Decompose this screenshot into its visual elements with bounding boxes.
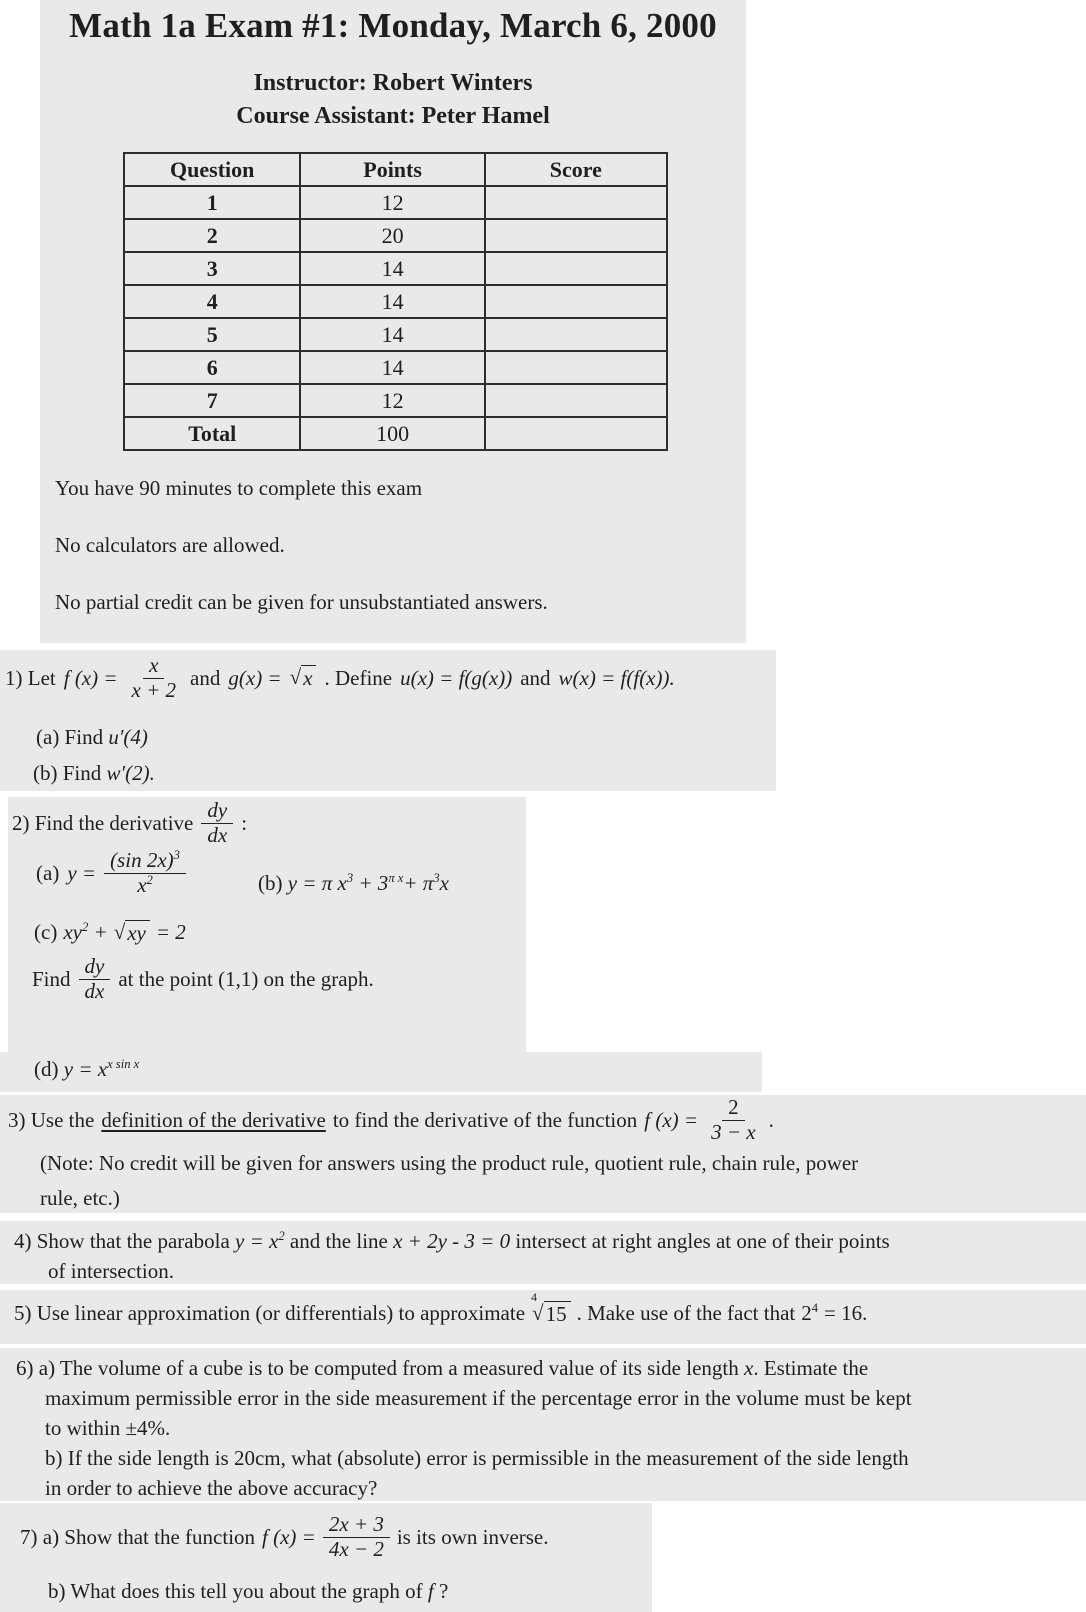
- p4-text2: and the line: [289, 1229, 388, 1253]
- p2a-num-exponent: 3: [173, 848, 180, 862]
- p4-line-equation: x + 2y - 3 = 0: [393, 1229, 511, 1253]
- p6-line4: b) If the side length is 20cm, what (absolute) error is permissible in the measurement of the side length: [45, 1446, 909, 1470]
- p5-power-fact: [801, 1300, 818, 1326]
- problem-4-section: [0, 1221, 1086, 1284]
- p3-fraction: [705, 1096, 762, 1144]
- table-row: [124, 384, 667, 417]
- score-cell: [485, 417, 667, 450]
- question-cell: 4: [124, 285, 300, 318]
- p1-f-lhs: f (x) =: [63, 665, 118, 690]
- instructor-line: Instructor: Robert Winters: [253, 70, 533, 96]
- p1-and2: and: [520, 665, 551, 690]
- score-cell: [485, 318, 667, 351]
- p4-line1: [14, 1228, 890, 1254]
- p6-line3: to within ±4%.: [45, 1416, 171, 1440]
- points-cell: 12: [300, 186, 484, 219]
- p5-power-base: 2: [801, 1301, 812, 1325]
- p5-text3: = 16.: [824, 1301, 868, 1325]
- p2b-term1: y = π x: [287, 871, 347, 895]
- question-cell: 3: [124, 252, 300, 285]
- p2-lead: 2) Find the derivative: [12, 810, 194, 835]
- table-row: [124, 417, 667, 450]
- points-cell: 20: [300, 219, 484, 252]
- points-cell: 14: [300, 351, 484, 384]
- points-cell: 14: [300, 318, 484, 351]
- p2-dydx-fraction: [201, 799, 233, 847]
- p1-g-lhs: g(x) =: [228, 665, 282, 690]
- score-table: [123, 152, 668, 451]
- question-cell: 2: [124, 219, 300, 252]
- p2d-exponent: x sin x: [107, 1057, 140, 1071]
- problem-5-section: [0, 1290, 1086, 1344]
- p2c-plus: +: [93, 920, 108, 944]
- p7-question-mark: ?: [438, 1579, 449, 1603]
- p2c-terms: [63, 919, 107, 945]
- p2-find-dy: dy: [79, 955, 111, 980]
- p3-fraction-denominator: 3 − x: [711, 1119, 756, 1144]
- note-time-limit: You have 90 minutes to complete this exam: [55, 476, 423, 500]
- problem-2d-strip: [0, 1052, 762, 1092]
- p2b-term4: x: [439, 871, 449, 895]
- p2-find-tail: at the point (1,1) on the graph.: [118, 966, 374, 991]
- table-row: [124, 285, 667, 318]
- problem-2-find-line: [32, 955, 374, 1003]
- problem-2d: [34, 1056, 139, 1082]
- p1a-math: u′(4): [108, 725, 148, 749]
- problem-2-section: [8, 797, 526, 1060]
- p1-fraction: [126, 654, 183, 702]
- problem-2a: [36, 849, 186, 897]
- p6-line1-text: 6) a) The volume of a cube is to be computed from a measured value of its side length: [16, 1356, 739, 1380]
- p1-and: and: [190, 665, 221, 690]
- p4-parabola-equation: [235, 1229, 285, 1253]
- course-assistant-line: Course Assistant: Peter Hamel: [236, 103, 550, 129]
- p2b-expression: [288, 871, 449, 895]
- score-column-header: Score: [485, 153, 667, 186]
- problem-6-section: [0, 1348, 1086, 1501]
- problem-7-section: [0, 1503, 652, 1612]
- problem-1b: [33, 760, 155, 786]
- points-cell: 12: [300, 384, 484, 417]
- question-cell: 7: [124, 384, 300, 417]
- p5-fourth-root: 4 √ 15: [531, 1301, 571, 1326]
- note-no-partial-credit: No partial credit can be given for unsubstantiated answers.: [55, 590, 548, 614]
- question-cell: Total: [124, 417, 300, 450]
- p6-variable-x: x: [743, 1356, 754, 1380]
- p2-find-dx: dx: [84, 978, 105, 1003]
- score-cell: [485, 219, 667, 252]
- p7-line2: [48, 1578, 448, 1604]
- p3-f-lhs: f (x) =: [644, 1107, 699, 1132]
- p4-line2: of intersection.: [48, 1259, 174, 1283]
- p2d-base: y = x: [63, 1057, 108, 1081]
- p1-radicand: x: [301, 665, 316, 690]
- radical-sign-icon: √: [289, 665, 302, 690]
- p2-dy: dy: [201, 799, 233, 824]
- p2a-den-exponent: 2: [146, 872, 153, 887]
- p2b-term2: + 3: [358, 871, 389, 895]
- p2c-equals: = 2: [155, 920, 186, 944]
- p2c-square-root: [114, 920, 150, 945]
- radical-sign-icon: √: [113, 919, 126, 944]
- p5-line: [0, 1290, 1086, 1326]
- p4-m1-exponent: 2: [278, 1229, 285, 1243]
- p4-m1: y = x: [235, 1229, 279, 1253]
- p2a-label: (a): [36, 860, 60, 885]
- score-cell: [485, 384, 667, 417]
- p7-text2: is its own inverse.: [396, 1524, 549, 1549]
- radical-sign-icon: √: [532, 1300, 544, 1325]
- question-cell: 6: [124, 351, 300, 384]
- p6-line5: in order to achieve the above accuracy?: [45, 1476, 378, 1500]
- p2d-expression: [64, 1057, 140, 1081]
- table-row: [124, 219, 667, 252]
- p7-variable-f: f: [427, 1579, 434, 1603]
- p3-note-line1: (Note: No credit will be given for answers using the product rule, quotient rule, chain rule, power: [40, 1151, 859, 1175]
- p1-w-definition: w(x) = f(f(x)).: [558, 665, 675, 690]
- p6-line1-tail: . Estimate the: [753, 1356, 869, 1380]
- p2c-term1: xy: [63, 920, 82, 944]
- p3-period: .: [768, 1107, 774, 1132]
- table-row: [124, 318, 667, 351]
- p2b-exp1: 3: [346, 871, 354, 885]
- p2a-den-base: x: [137, 872, 147, 897]
- p2c-exponent: 2: [81, 920, 89, 934]
- table-row: [124, 186, 667, 219]
- p2-find-lead: Find: [32, 966, 71, 991]
- problem-1-section: [0, 650, 776, 791]
- problem-1-statement: [0, 650, 776, 702]
- header-section: [40, 0, 746, 643]
- p1-define-text: . Define: [324, 665, 393, 690]
- p7-text1: 7) a) Show that the function: [20, 1524, 256, 1549]
- p1b-label: (b) Find: [33, 761, 102, 785]
- p5-radicand: 15: [544, 1301, 571, 1326]
- question-column-header: Question: [124, 153, 300, 186]
- p2b-exp3: 3: [433, 871, 440, 885]
- p7-fraction-numerator: 2x + 3: [323, 1513, 390, 1538]
- p1-fraction-denominator: x + 2: [131, 677, 177, 702]
- p2a-num-base: (sin 2x): [110, 848, 174, 872]
- problem-2-statement: [8, 797, 526, 847]
- p5-text1: 5) Use linear approximation (or differentials) to approximate: [14, 1301, 526, 1325]
- points-cell: 100: [300, 417, 484, 450]
- p2a-fraction: [104, 849, 186, 897]
- problem-3-section: [0, 1095, 1086, 1213]
- p2c-radicand: xy: [125, 920, 150, 945]
- problem-2b: [258, 870, 449, 896]
- p3-mid: to find the derivative of the function: [332, 1107, 638, 1132]
- problem-2c: [34, 919, 186, 945]
- p1-lead: 1) Let: [5, 665, 56, 690]
- p6-line2: maximum permissible error in the side measurement if the percentage error in the volume must be kept: [45, 1386, 912, 1410]
- p2-dx: dx: [207, 822, 228, 847]
- problem-1a: [36, 724, 148, 750]
- p1-fraction-numerator: x: [143, 654, 164, 679]
- p2-find-fraction: [79, 955, 111, 1003]
- p7-line1: [0, 1503, 652, 1561]
- p7-fraction: [323, 1513, 390, 1561]
- note-no-calculators: No calculators are allowed.: [55, 533, 285, 557]
- score-cell: [485, 285, 667, 318]
- p6-line1: [16, 1355, 868, 1381]
- p2a-fraction-numerator: [104, 849, 186, 874]
- table-row: [124, 351, 667, 384]
- p3-note-line2: rule, etc.): [40, 1186, 120, 1210]
- p5-text2: . Make use of the fact that: [576, 1301, 796, 1325]
- problem-3-statement: [0, 1095, 1086, 1144]
- score-table-header-row: [124, 153, 667, 186]
- points-cell: 14: [300, 252, 484, 285]
- p5-power-exponent: 4: [811, 1301, 819, 1315]
- p7-f-lhs: f (x) =: [262, 1524, 316, 1549]
- points-cell: 14: [300, 285, 484, 318]
- p1-square-root: [290, 665, 317, 690]
- question-cell: 1: [124, 186, 300, 219]
- p2-colon: :: [241, 810, 248, 835]
- score-cell: [485, 252, 667, 285]
- p2b-term3: + π: [403, 871, 434, 895]
- p1b-math: w′(2).: [106, 761, 155, 785]
- p7-fraction-denominator: 4x − 2: [328, 1536, 384, 1561]
- p1a-label: (a) Find: [36, 725, 104, 749]
- p2a-lhs: y =: [67, 860, 97, 885]
- p7-line2-text: b) What does this tell you about the graph of: [48, 1579, 423, 1603]
- question-cell: 5: [124, 318, 300, 351]
- p2d-label: (d): [34, 1057, 59, 1081]
- table-row: [124, 252, 667, 285]
- score-cell: [485, 186, 667, 219]
- p2b-label: (b): [258, 871, 283, 895]
- score-cell: [485, 351, 667, 384]
- p4-text3: intersect at right angles at one of their points: [515, 1229, 890, 1253]
- p3-fraction-numerator: 2: [722, 1096, 745, 1121]
- p2a-fraction-denominator: [131, 874, 159, 898]
- p2c-label: (c): [34, 920, 58, 944]
- p3-lead: 3) Use the: [8, 1107, 95, 1132]
- p3-underlined-phrase: definition of the derivative: [101, 1107, 326, 1132]
- p2b-exp2: π x: [388, 871, 404, 885]
- points-column-header: Points: [300, 153, 484, 186]
- exam-title: Math 1a Exam #1: Monday, March 6, 2000: [69, 6, 717, 45]
- p1-u-definition: u(x) = f(g(x)): [400, 665, 513, 690]
- p4-text1: 4) Show that the parabola: [14, 1229, 230, 1253]
